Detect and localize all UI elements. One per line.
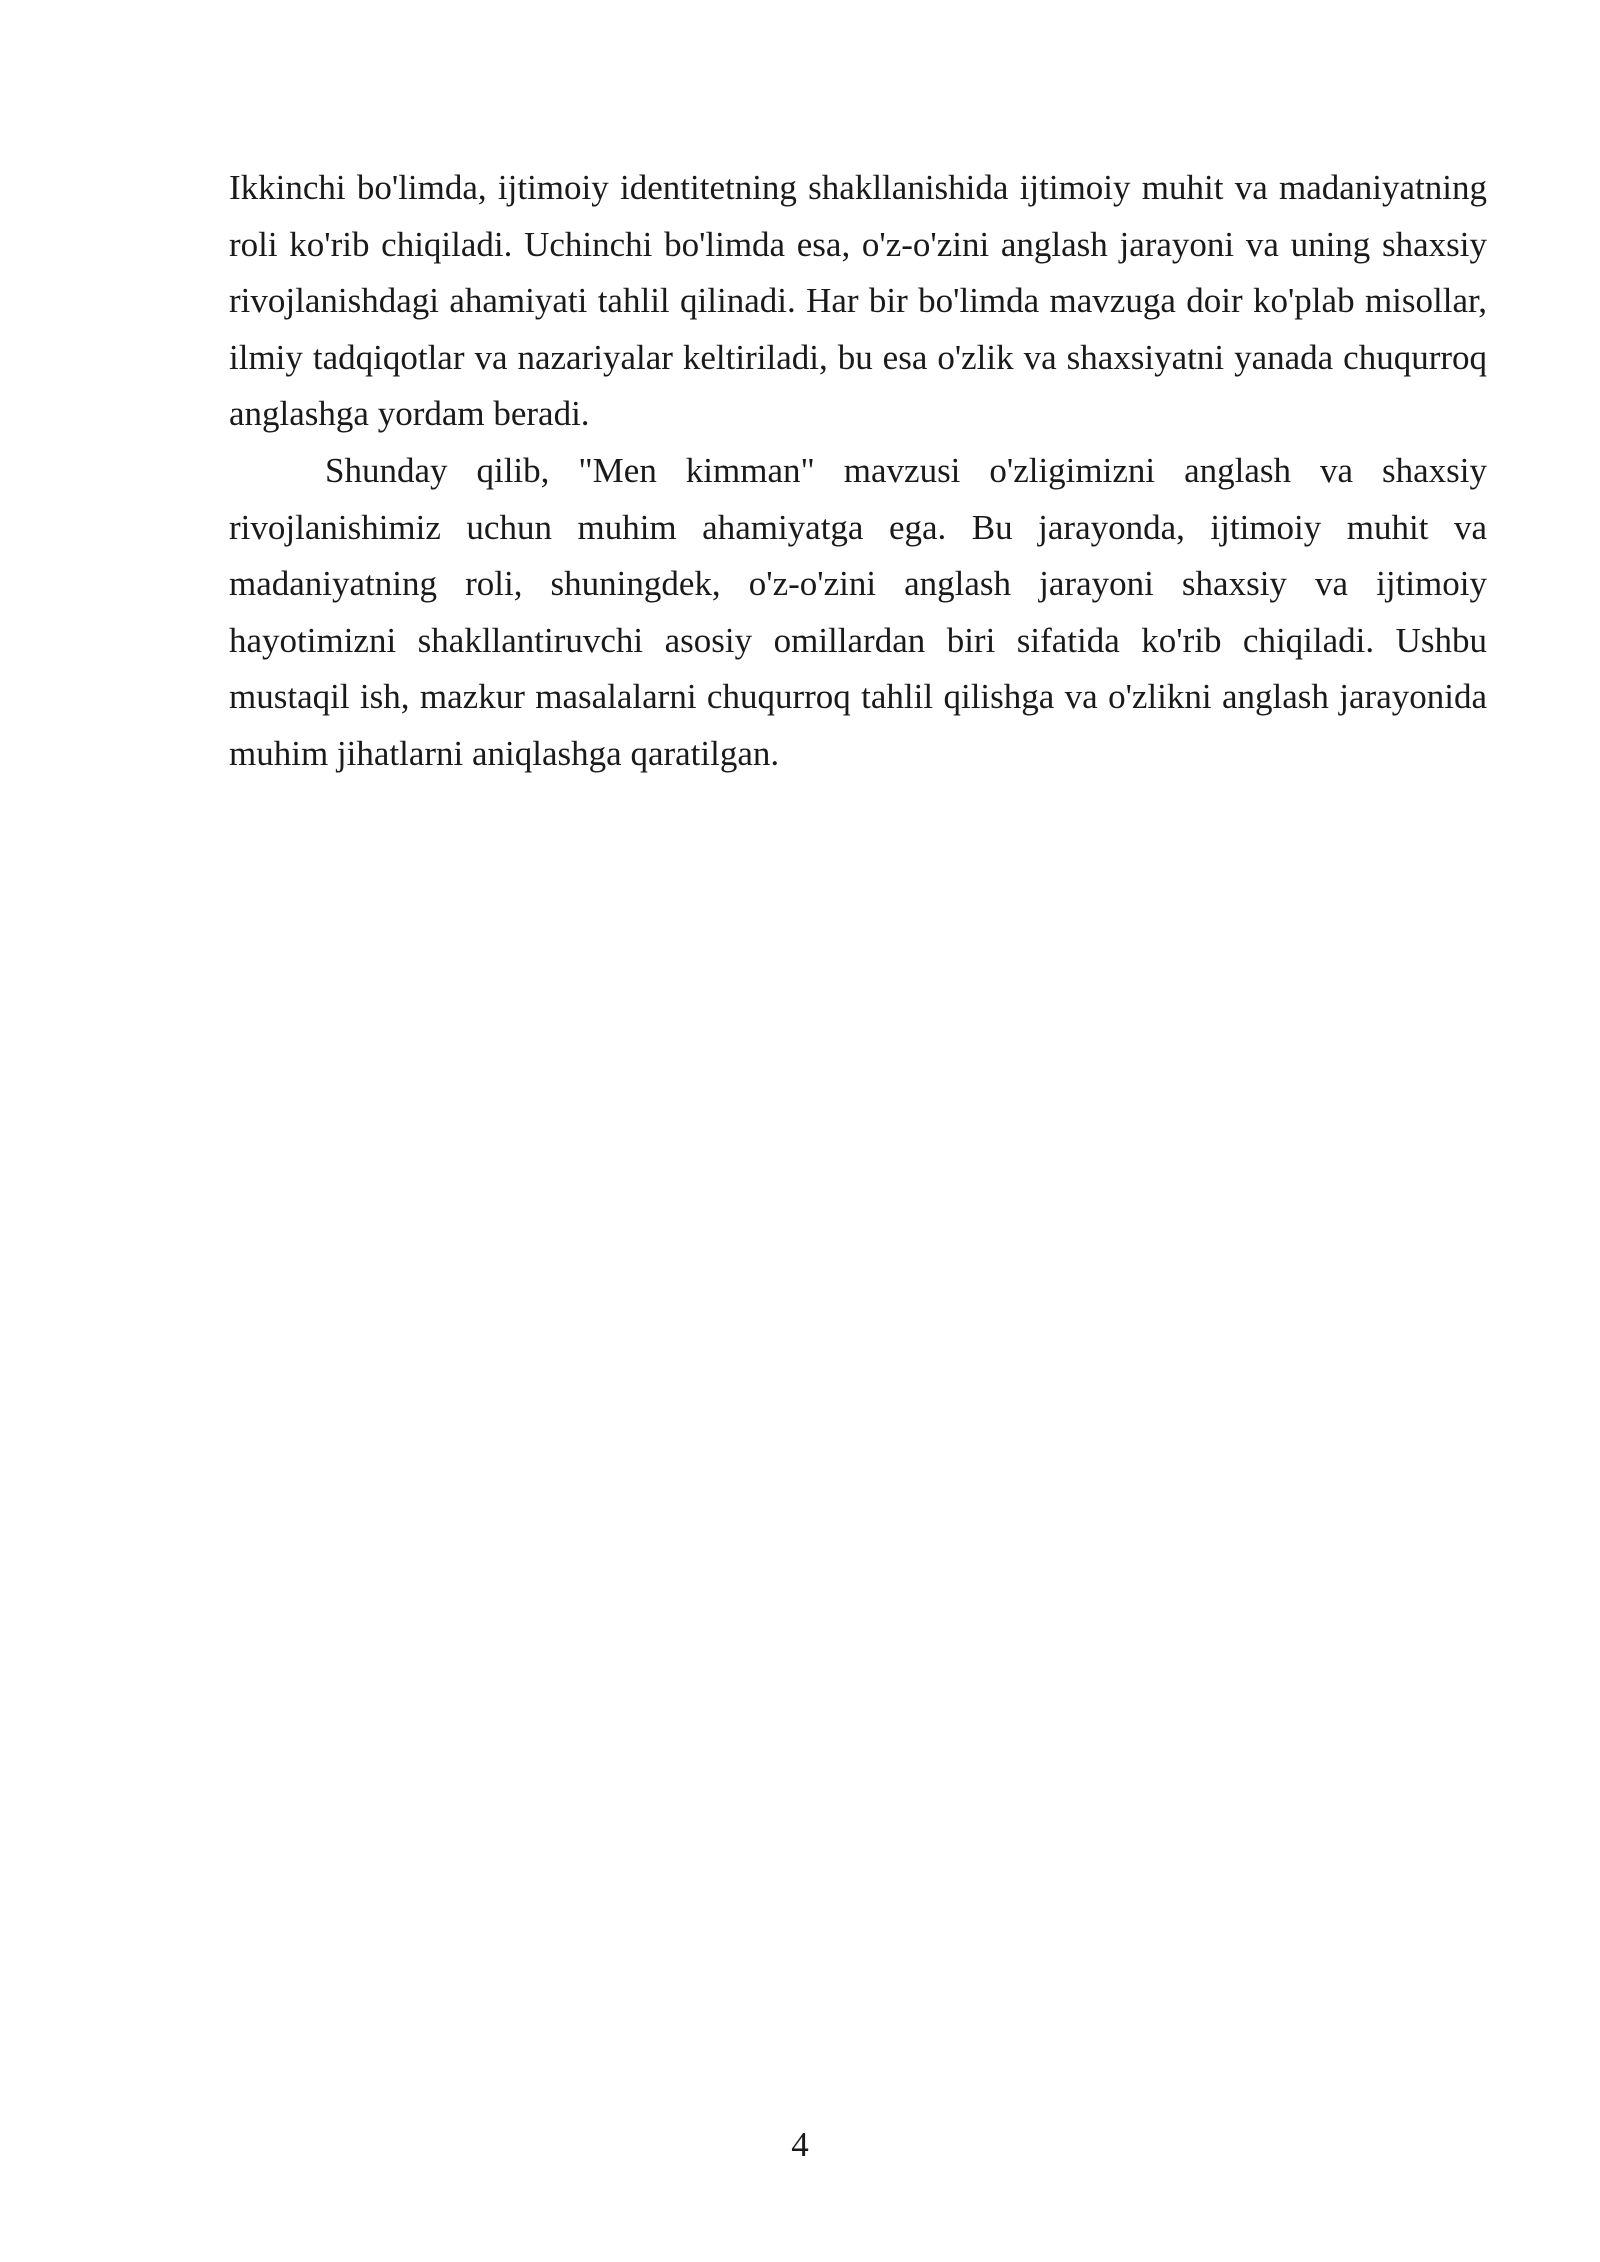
page-number: 4 [791, 2125, 809, 2164]
body-text [229, 160, 1487, 783]
paragraph-2: Shunday qilib, "Men kimman" mavzusi o'zligimizni anglash va shaxsiy rivojlanishimiz uchun muhim ahamiyatga ega. Bu jarayonda, ijtimoiy muhit va madaniyatning roli, shuningdek, o'z-o'zini anglash jarayoni shaxsiy va ijtimoiy hayotimizni shakllantiruvchi asosiy omillardan biri sifatida ko'rib chiqiladi. Ushbu mustaqil ish, mazkur masalalarni chuqurroq tahlil qilishga va o'zlikni anglash jarayonida muhim jihatlarni aniqlashga qaratilgan. [229, 450, 1487, 773]
paragraph-1: Ikkinchi bo'limda, ijtimoiy identitetning shakllanishida ijtimoiy muhit va madaniyatning roli ko'rib chiqiladi. Uchinchi bo'limda esa, o'z-o'zini anglash jarayoni va uning shaxsiy rivojlanishdagi ahamiyati tahlil qilinadi. Har bir bo'limda mavzuga doir ko'plab misollar, ilmiy tadqiqotlar va nazariyalar keltiriladi, bu esa o'zlik va shaxsiyatni yanada chuqurroq anglashga yordam beradi. [229, 168, 1487, 434]
